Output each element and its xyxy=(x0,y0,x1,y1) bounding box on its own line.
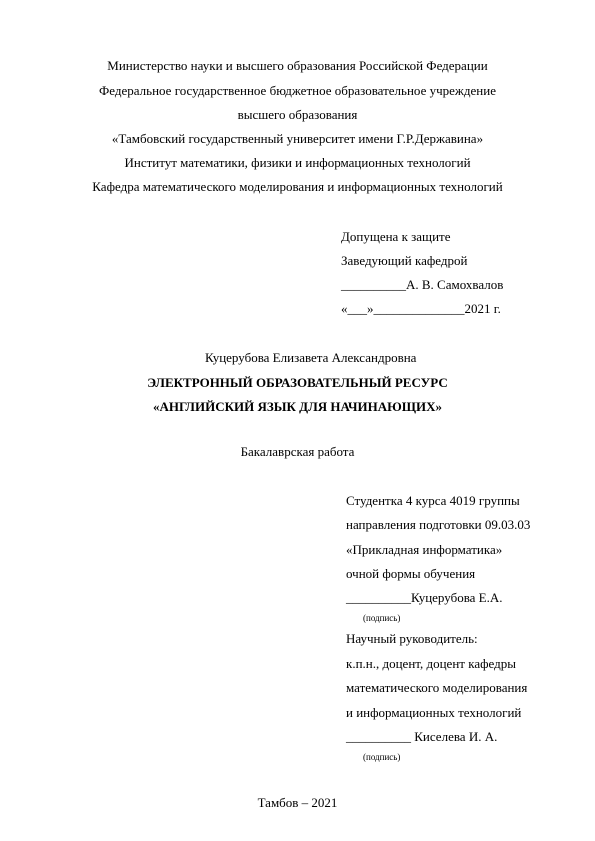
author-name: Куцерубова Елизавета Александровна xyxy=(205,350,417,365)
university-line: «Тамбовский государственный университет имени Г.Р.Державина» xyxy=(111,131,484,146)
thesis-title-line-1: ЭЛЕКТРОННЫЙ ОБРАЗОВАТЕЛЬНЫЙ РЕСУРС xyxy=(147,375,448,390)
head-signature-line: __________А. В. Самохвалов xyxy=(341,277,504,292)
student-line-3: «Прикладная информатика» xyxy=(346,542,503,557)
admitted-line: Допущена к защите xyxy=(341,229,451,244)
student-signature-caption: (подпись) xyxy=(363,613,401,623)
student-signature-line: __________Куцерубова Е.А. xyxy=(346,590,503,605)
institution-type-line-2: высшего образования xyxy=(237,107,358,122)
approval-date-line: «___»______________2021 г. xyxy=(341,301,501,316)
supervisor-signature-caption: (подпись) xyxy=(363,752,401,762)
student-line-1: Студентка 4 курса 4019 группы xyxy=(346,493,520,508)
ministry-line: Министерство науки и высшего образования Российской Федерации xyxy=(107,58,488,73)
city-year: Тамбов – 2021 xyxy=(257,795,338,810)
supervisor-line-2: математического моделирования xyxy=(346,680,528,695)
thesis-title-line-2: «АНГЛИЙСКИЙ ЯЗЫК ДЛЯ НАЧИНАЮЩИХ» xyxy=(152,399,443,414)
supervisor-line-3: и информационных технологий xyxy=(346,705,522,720)
work-type: Бакалаврская работа xyxy=(240,444,355,459)
department-line: Кафедра математического моделирования и информационных технологий xyxy=(92,179,503,194)
supervisor-line-1: к.п.н., доцент, доцент кафедры xyxy=(346,656,516,671)
institute-line: Институт математики, физики и информационных технологий xyxy=(124,155,471,170)
student-line-2: направления подготовки 09.03.03 xyxy=(346,517,531,532)
student-line-4: очной формы обучения xyxy=(346,566,476,581)
supervisor-title: Научный руководитель: xyxy=(346,631,478,646)
supervisor-signature-line: __________ Киселева И. А. xyxy=(346,729,498,744)
institution-type-line-1: Федеральное государственное бюджетное образовательное учреждение xyxy=(99,83,496,98)
head-title-line: Заведующий кафедрой xyxy=(341,253,468,268)
